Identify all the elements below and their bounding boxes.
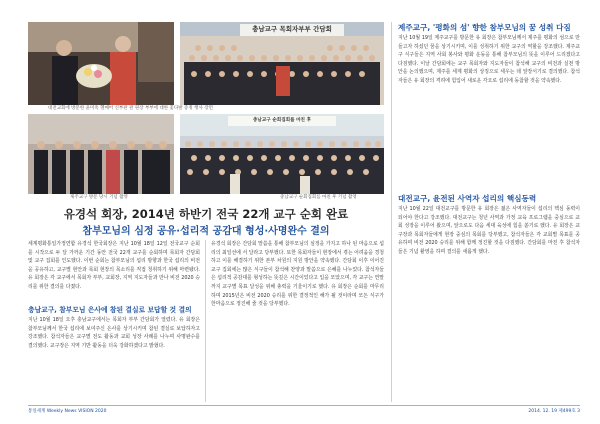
photo-jeju-visit — [28, 114, 174, 194]
footer-publication: 통일세계 Weekly News VISION 2020 — [28, 409, 107, 414]
photo-group-meeting — [180, 22, 384, 105]
photo-jeju-visit-scene — [28, 114, 174, 194]
footer-rule — [28, 405, 580, 406]
photo-chungnam-assembly — [180, 114, 384, 194]
article-col1-intro: 세계평화통일가정연합 유경석 한국회장은 지난 10월 18일 12일 전국교구 순회를 시작으로 두 달 가까운 기간 동안 전국 22개 교구를 순회하며 목회자 간담회 및 교구 집회를 인도했다. 이번 순회는 참부모님의 섭리 방향과 한국 섭리의 비전을 공유하고, 교구별 현안과 목회 현장의 목소리를 직접 청취하기 위해 마련됐다. 유 회장은 각 교구에서 목회자 부부, 교회장, 지역 지도자들과 만나 비전 2020 승리를 위한 결의를 다졌다. — [28, 241, 200, 290]
footer-issue: 2014. 12. 19 제499호 3 — [528, 409, 580, 414]
right-section2-body: 지난 10월 22일 대전교구를 방문한 유 회장은 젊은 사역자들이 섭리의 핵심 동력이 되어야 한다고 강조했다. 대전교구는 청년 사역과 가정 교육 프로그램을 중심으로 교회 성장을 이루어 왔으며, 앞으로도 다음 세대 육성에 힘을 쏟기로 했다. 유 회장은 교구장과 목회자들에게 현장 중심의 목회를 당부했고, 참석자들은 각 교회별 목표를 공유하며 비전 2020 승리를 위해 함께 정진할 것을 다짐했다. 간담회를 마친 후 참석자들은 기념 촬영을 하며 결의를 새롭게 했다. — [398, 206, 580, 255]
photo-bouquet-caption: 대전교회에 방문한 윤미옥 헬메어 신부관 관 원장 부부에 대한 꽃다발 증정 행사 장면 — [48, 106, 213, 111]
article-subhead: 참부모님의 심정 공유·섭리적 공감대 형성·사명완수 결의 — [82, 226, 330, 237]
column-divider — [205, 240, 206, 402]
right-section1-title: 제주교구, '평화의 섬' 향한 참부모님의 꿈 성취 다짐 — [398, 23, 571, 32]
photo-assembly-caption: 충남교구 순회집회를 마친 후 기념 촬영 — [280, 195, 357, 200]
photo-bouquet-scene — [28, 22, 174, 105]
right-section2-title: 대전교구, 윤전된 사역자 섭리의 핵심동력 — [398, 194, 537, 203]
article-col1-section-title: 충남교구, 참부모님 은사에 참된 결실로 보답할 것 결의 — [28, 306, 192, 314]
photo-chungnam-assembly-scene — [180, 114, 384, 194]
article-col2-body: 유경석 회장은 간담회 말씀을 통해 참부모님의 심정을 가지고 하나 된 마음으로 섭리의 최일선에 서 달라고 당부했다. 또한 목회자들이 현장에서 겪는 어려움을 경청하고 이를 해결하기 위한 본부 차원의 지원 방안을 약속했다. 간담회 이후 이어진 교구 집회에는 많은 식구들이 참석해 찬양과 말씀으로 은혜를 나누었다. 참석자들은 섭리적 공감대를 형성하는 뜻깊은 시간이었다고 입을 모았으며, 각 교구는 연말까지 교구별 목표 달성을 위해 총력을 기울이기로 했다. 유 회장은 순회를 마무리하며 2015년은 비전 2020 승리를 위한 결정적인 해가 될 것이라며 모든 식구가 한마음으로 정진해 줄 것을 당부했다. — [211, 241, 385, 308]
article-col1-body: 지난 10월 18일 오후 충남교구에서는 목회자 부부 간담회가 열렸다. 유 회장은 참부모님께서 한국 섭리에 보여주신 은사를 상기시키며 참된 결실로 보답하자고 강조했다. 참석자들은 교구별 전도 활동과 교회 성장 사례를 나누며 사명완수를 결의했다. 교구장은 지역 기반 활동을 더욱 강화하겠다고 밝혔다. — [28, 317, 200, 349]
photo-group-banner: 충남교구 목회자부부 간담회 — [252, 25, 332, 33]
photo-group-meeting-scene — [180, 22, 384, 105]
photo-assembly-banner: 충남교구 순회집회를 마친 후 — [252, 118, 312, 123]
article-headline: 유경석 회장, 2014년 하반기 전국 22개 교구 순회 완료 — [63, 207, 349, 221]
section-divider — [391, 22, 392, 402]
right-section1-body: 지난 10월 19일 제주교구를 방문한 유 회장은 참부모님께서 제주를 평화의 섬으로 만들고자 하셨던 꿈을 상기시키며, 이를 성취하기 위한 교구의 역할을 강조했다. 제주교구 식구들은 지역 사회 봉사와 평화 운동을 통해 참부모님의 뜻을 이루어 드리겠다고 다짐했다. 이날 간담회에는 교구 목회자와 지도자들이 참석해 교구의 비전과 실천 방안을 논의했으며, 제주를 세계 평화의 상징으로 세우는 데 앞장서기로 결의했다. 참석자들은 유 회장의 격려에 힘입어 새로운 각오로 섭리에 동참할 것을 약속했다. — [398, 35, 580, 84]
photo-bouquet — [28, 22, 174, 105]
photo-jeju-caption: 제주교구 방문 당시 기념 촬영 — [70, 195, 128, 200]
